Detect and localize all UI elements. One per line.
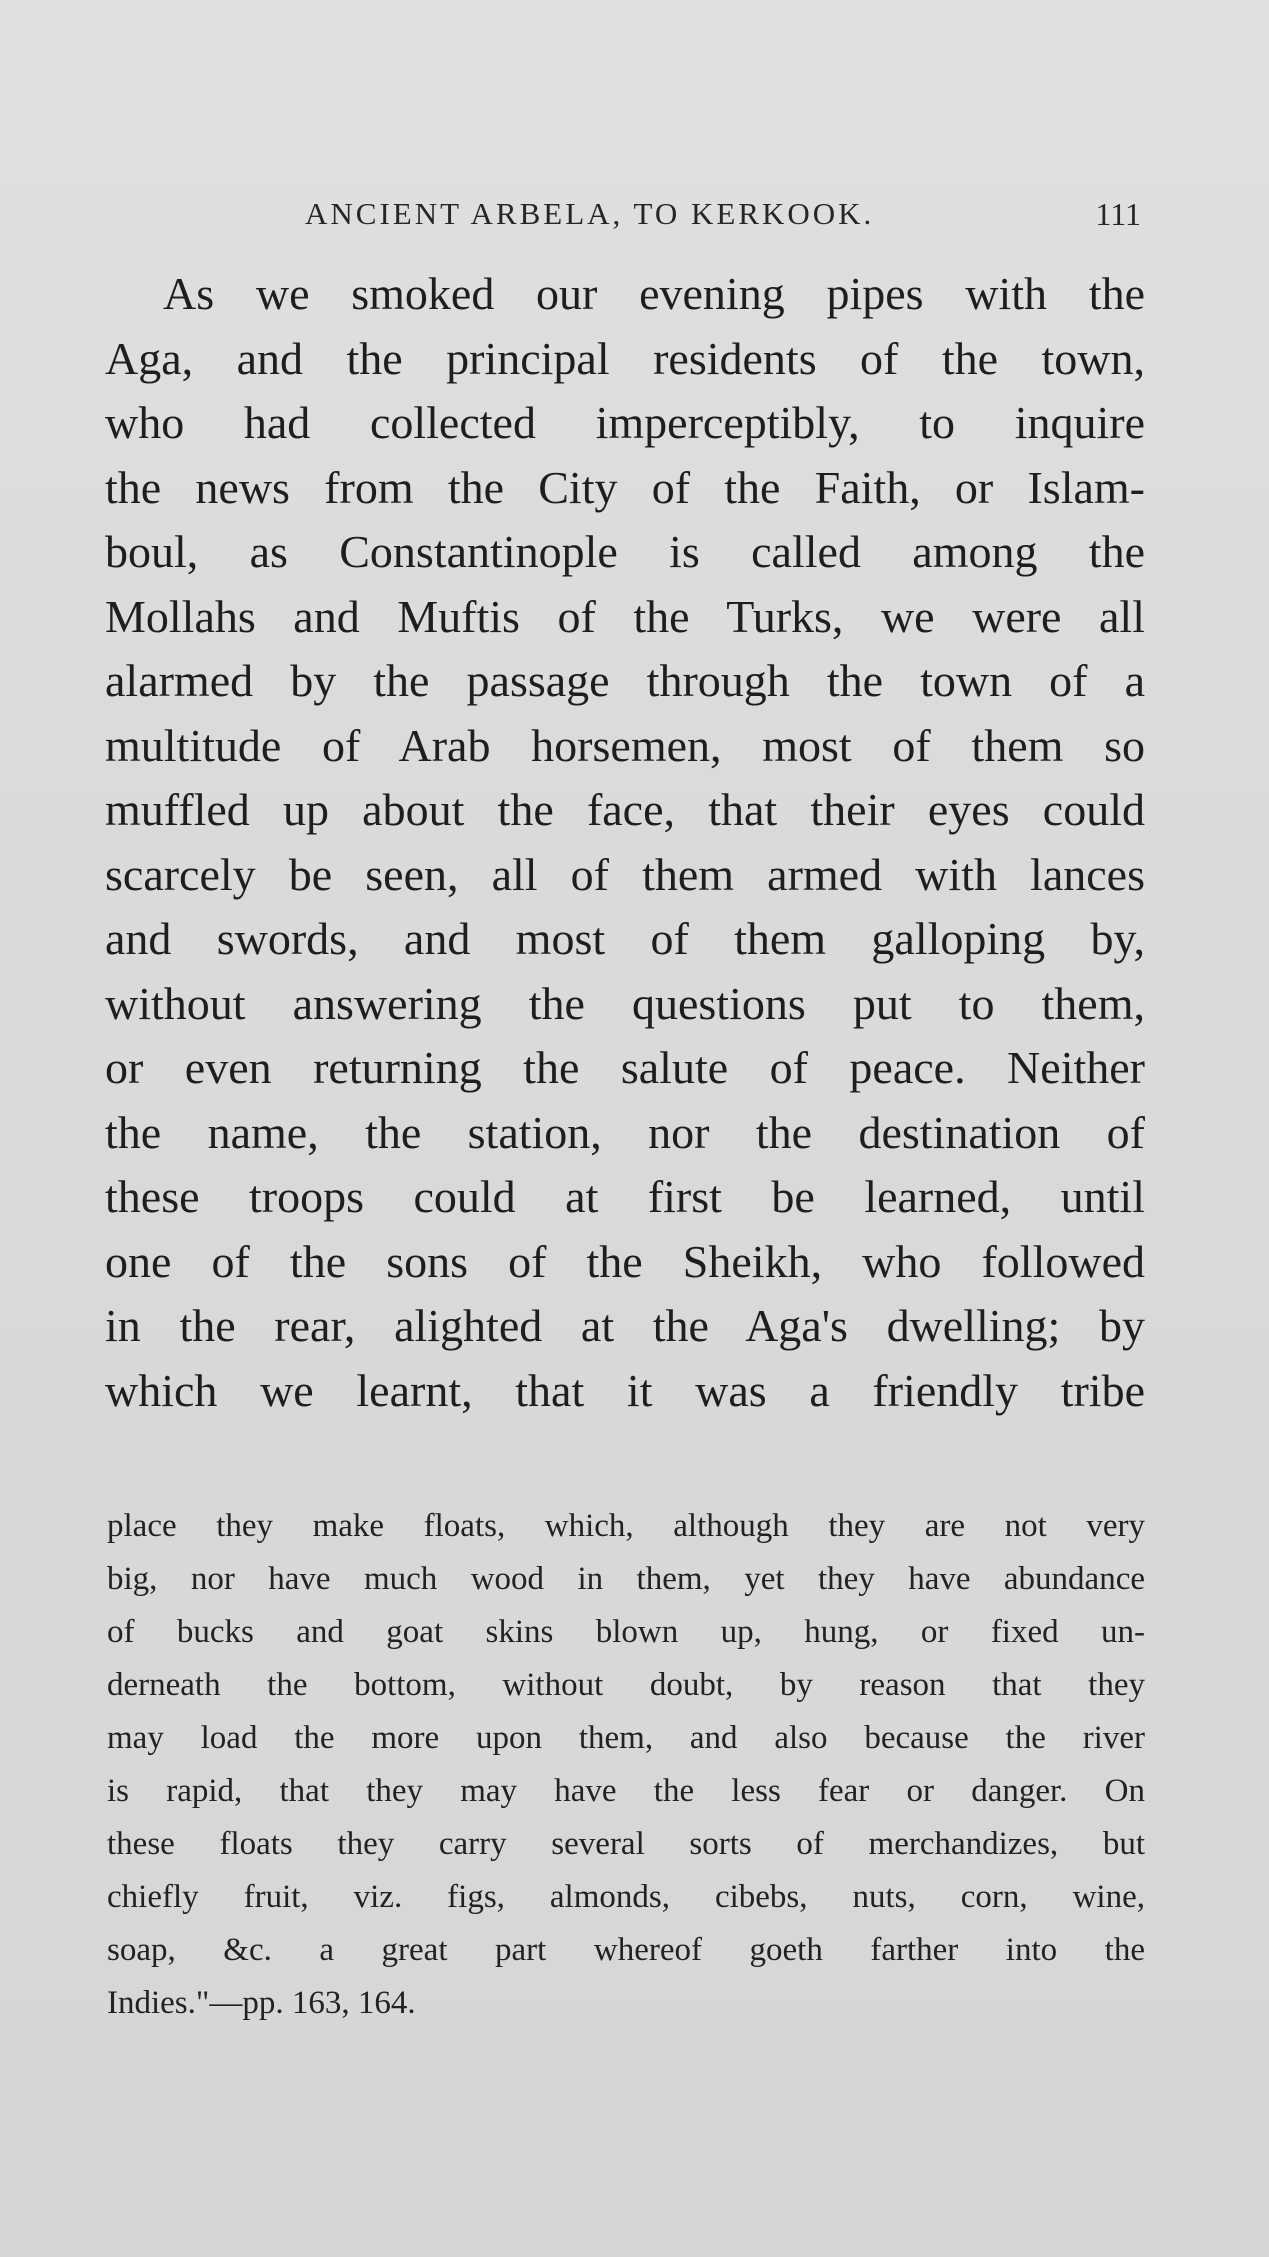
body-line: As we smoked our evening pipes with the — [163, 268, 1145, 319]
body-line: without answering the questions put to them, — [105, 977, 1145, 1029]
body-line: the news from the City of the Faith, or Islam- — [105, 461, 1145, 513]
footnote-line: chiefly fruit, viz. figs, almonds, cibebs, nuts, corn, wine, — [107, 1879, 1145, 1915]
footnote-line: these floats they carry several sorts of merchandizes, but — [107, 1826, 1145, 1862]
body-line: or even returning the salute of peace. Neither — [105, 1042, 1145, 1093]
footnote-line: place they make floats, which, although they are not very — [107, 1508, 1145, 1544]
footnote-line: of bucks and goat skins blown up, hung, or fixed un- — [107, 1614, 1145, 1650]
body-line: alarmed by the passage through the town of a — [105, 655, 1145, 706]
body-line: who had collected imperceptibly, to inquire — [105, 397, 1145, 448]
footnote-line: may load the more upon them, and also because the river — [107, 1720, 1145, 1756]
body-line: which we learnt, that it was a friendly tribe — [105, 1364, 1145, 1416]
footnote-line: big, nor have much wood in them, yet they have abundance — [107, 1561, 1145, 1597]
body-line: one of the sons of the Sheikh, who followed — [105, 1235, 1145, 1287]
running-title: ANCIENT ARBELA, TO KERKOOK. — [305, 196, 875, 231]
body-line: these troops could at first be learned, until — [105, 1171, 1145, 1222]
main-paragraph — [105, 262, 1145, 1423]
footnote-line: derneath the bottom, without doubt, by reason that they — [107, 1667, 1145, 1703]
footnote-line: soap, &c. a great part whereof goeth farther into the — [107, 1932, 1145, 1968]
body-line: scarcely be seen, all of them armed with lances — [105, 848, 1145, 900]
body-line: Aga, and the principal residents of the town, — [105, 332, 1145, 384]
body-line: the name, the station, nor the destination of — [105, 1106, 1145, 1158]
body-line: multitude of Arab horsemen, most of them so — [105, 719, 1145, 771]
footnote-line: Indies."—pp. 163, 164. — [107, 1985, 416, 2021]
body-line: in the rear, alighted at the Aga's dwelling; by — [105, 1300, 1145, 1351]
body-line: and swords, and most of them galloping by, — [105, 913, 1145, 964]
body-line: muffled up about the face, that their eyes could — [105, 784, 1145, 835]
body-line: Mollahs and Muftis of the Turks, we were all — [105, 590, 1145, 642]
running-head — [105, 196, 1145, 236]
footnote-line: is rapid, that they may have the less fear or danger. On — [107, 1773, 1145, 1809]
page-number: 111 — [1095, 196, 1141, 232]
footnote — [107, 1500, 1145, 2030]
body-line: boul, as Constantinople is called among the — [105, 526, 1145, 577]
